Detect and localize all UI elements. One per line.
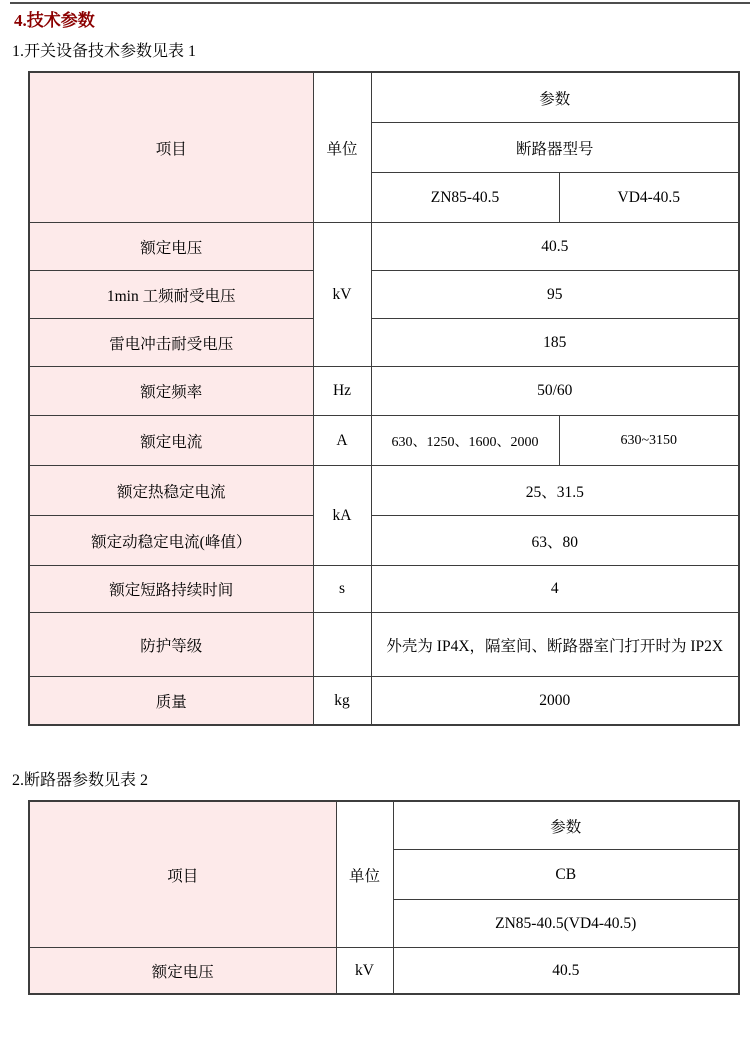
- row-label-short-circuit-duration: 额定短路持续时间: [29, 566, 313, 613]
- value-mass: 2000: [371, 677, 739, 726]
- table-row: [29, 271, 739, 319]
- unit-a-cell: A: [313, 416, 371, 466]
- row-label-rated-frequency: 额定频率: [29, 367, 313, 416]
- unit-kv-cell: kV: [313, 223, 371, 367]
- table-row: [29, 466, 739, 516]
- table-row: [29, 801, 739, 850]
- table-row: [29, 677, 739, 726]
- value-short-circuit-duration: 4: [371, 566, 739, 613]
- row-label-thermal-withstand-current: 额定热稳定电流: [29, 466, 313, 516]
- row-label-power-frequency-withstand: 1min 工频耐受电压: [29, 271, 313, 319]
- table-row: [29, 613, 739, 677]
- header-unit-cell: 单位: [336, 801, 393, 948]
- unit-empty-cell: [313, 613, 371, 677]
- table-row: [29, 319, 739, 367]
- row-label-dynamic-withstand-current: 额定动稳定电流(峰值）: [29, 516, 313, 566]
- section1-title: 1.开关设备技术参数见表 1: [12, 43, 197, 60]
- header-cb-cell: CB: [393, 850, 739, 900]
- row-label-mass: 质量: [29, 677, 313, 726]
- table-row: [29, 416, 739, 466]
- unit-ka-cell: kA: [313, 466, 371, 566]
- value-thermal-withstand-current: 25、31.5: [371, 466, 739, 516]
- unit-kv-cell: kV: [336, 948, 393, 995]
- value-dynamic-withstand-current: 63、80: [371, 516, 739, 566]
- header-model1-cell: ZN85-40.5: [371, 173, 559, 223]
- table-row: [29, 566, 739, 613]
- header-model-cell: ZN85-40.5(VD4-40.5): [393, 900, 739, 948]
- unit-kg-cell: kg: [313, 677, 371, 726]
- page-title: 4.技术参数: [14, 11, 95, 30]
- header-item-cell: 项目: [29, 801, 336, 948]
- value-rated-voltage: 40.5: [393, 948, 739, 995]
- table-row: [29, 948, 739, 995]
- row-label-rated-voltage: 额定电压: [29, 223, 313, 271]
- header-unit-cell: 单位: [313, 72, 371, 223]
- value-rated-voltage: 40.5: [371, 223, 739, 271]
- table-row: [29, 516, 739, 566]
- row-label-rated-voltage: 额定电压: [29, 948, 336, 995]
- section2-title: 2.断路器参数见表 2: [12, 772, 149, 789]
- value-lightning-impulse-withstand: 185: [371, 319, 739, 367]
- header-item-cell: 项目: [29, 72, 313, 223]
- header-model2-cell: VD4-40.5: [559, 173, 739, 223]
- row-label-protection-degree: 防护等级: [29, 613, 313, 677]
- unit-s-cell: s: [313, 566, 371, 613]
- table-row: [29, 367, 739, 416]
- table-row: [29, 223, 739, 271]
- value-power-frequency-withstand: 95: [371, 271, 739, 319]
- header-breaker-model-cell: 断路器型号: [371, 123, 739, 173]
- switchgear-parameters-table: [28, 71, 740, 726]
- header-param-cell: 参数: [393, 801, 739, 850]
- row-label-rated-current: 额定电流: [29, 416, 313, 466]
- value-rated-current-zn85: 630、1250、1600、2000: [371, 416, 559, 466]
- page-top-rule: [10, 2, 750, 4]
- unit-hz-cell: Hz: [313, 367, 371, 416]
- header-param-cell: 参数: [371, 72, 739, 123]
- value-rated-current-vd4: 630~3150: [559, 416, 739, 466]
- value-rated-frequency: 50/60: [371, 367, 739, 416]
- circuit-breaker-parameters-table: [28, 800, 740, 995]
- row-label-lightning-impulse-withstand: 雷电冲击耐受电压: [29, 319, 313, 367]
- table-row: [29, 72, 739, 123]
- value-protection-degree: 外壳为 IP4X，隔室间、断路器室门打开时为 IP2X: [371, 613, 739, 677]
